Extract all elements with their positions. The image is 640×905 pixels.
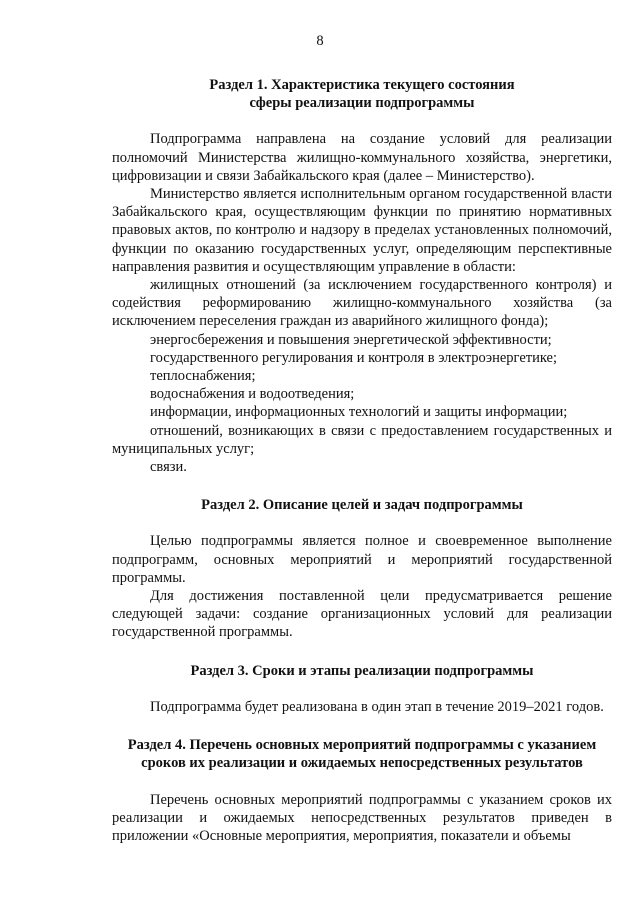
section-1-list-item: информации, информационных технологий и защиты информации;: [150, 404, 568, 421]
page-number: 8: [316, 33, 324, 49]
section-3-title: Раздел 3. Сроки и этапы реализации подпрограммы: [190, 662, 534, 679]
section-1-list-item: теплоснабжения;: [150, 368, 256, 385]
section-1-title-line: сферы реализации подпрограммы: [249, 95, 475, 112]
section-1-list-item: государственного регулирования и контроля в электроэнергетике;: [150, 349, 557, 366]
section-1-list-item: энергосбережения и повышения энергетической эффективности;: [150, 331, 552, 348]
section-1-title: [112, 76, 612, 112]
section-1-list-item: водоснабжения и водоотведения;: [150, 386, 355, 403]
section-1-list-item: связи.: [150, 459, 187, 476]
section-1-list-item: жилищных отношений (за исключением государственного контроля) и содействия реформированию жилищно-коммунального хозяйства (за исключением переселения граждан из аварийного жилищного фонда);: [112, 277, 612, 330]
document-body: [112, 76, 612, 845]
section-4-paragraph: Перечень основных мероприятий подпрограммы с указанием сроков их реализации и ожидаемых непосредственных результатов приведен в приложении «Основные мероприятия, мероприятия, показатели и объемы: [112, 791, 612, 844]
section-2-paragraph: Для достижения поставленной цели предусматривается решение следующей задачи: создание организационных условий для реализации государственной программы.: [112, 588, 612, 641]
section-1-paragraph: Подпрограмма направлена на создание условий для реализации полномочий Министерства жилищно-коммунального хозяйства, энергетики, цифровизации и связи Забайкальского края (далее – Министерство).: [112, 131, 612, 184]
section-2-title: Раздел 2. Описание целей и задач подпрограммы: [201, 497, 523, 514]
section-4-title-line: сроков их реализации и ожидаемых непосредственных результатов: [141, 755, 583, 772]
section-1-list-item: отношений, возникающих в связи с предоставлением государственных и муниципальных услуг;: [112, 422, 612, 457]
section-4-title: [112, 736, 612, 772]
section-3-paragraph: Подпрограмма будет реализована в один этап в течение 2019–2021 годов.: [150, 698, 604, 715]
section-1-paragraph: Министерство является исполнительным органом государственной власти Забайкальского края, осуществляющим функции по принятию нормативных правовых актов, по контролю и надзору в пределах установленных полномочий, функции по оказанию государственных услуг, определяющим перспективные направления развития и осуществляющим управление в области:: [112, 186, 612, 275]
section-1-title-line: Раздел 1. Характеристика текущего состояния: [209, 77, 515, 93]
section-4-title-line: Раздел 4. Перечень основных мероприятий подпрограммы с указанием: [127, 737, 597, 754]
section-2-paragraph: Целью подпрограммы является полное и своевременное выполнение подпрограмм, основных мероприятий и мероприятий государственной программы.: [112, 533, 612, 586]
